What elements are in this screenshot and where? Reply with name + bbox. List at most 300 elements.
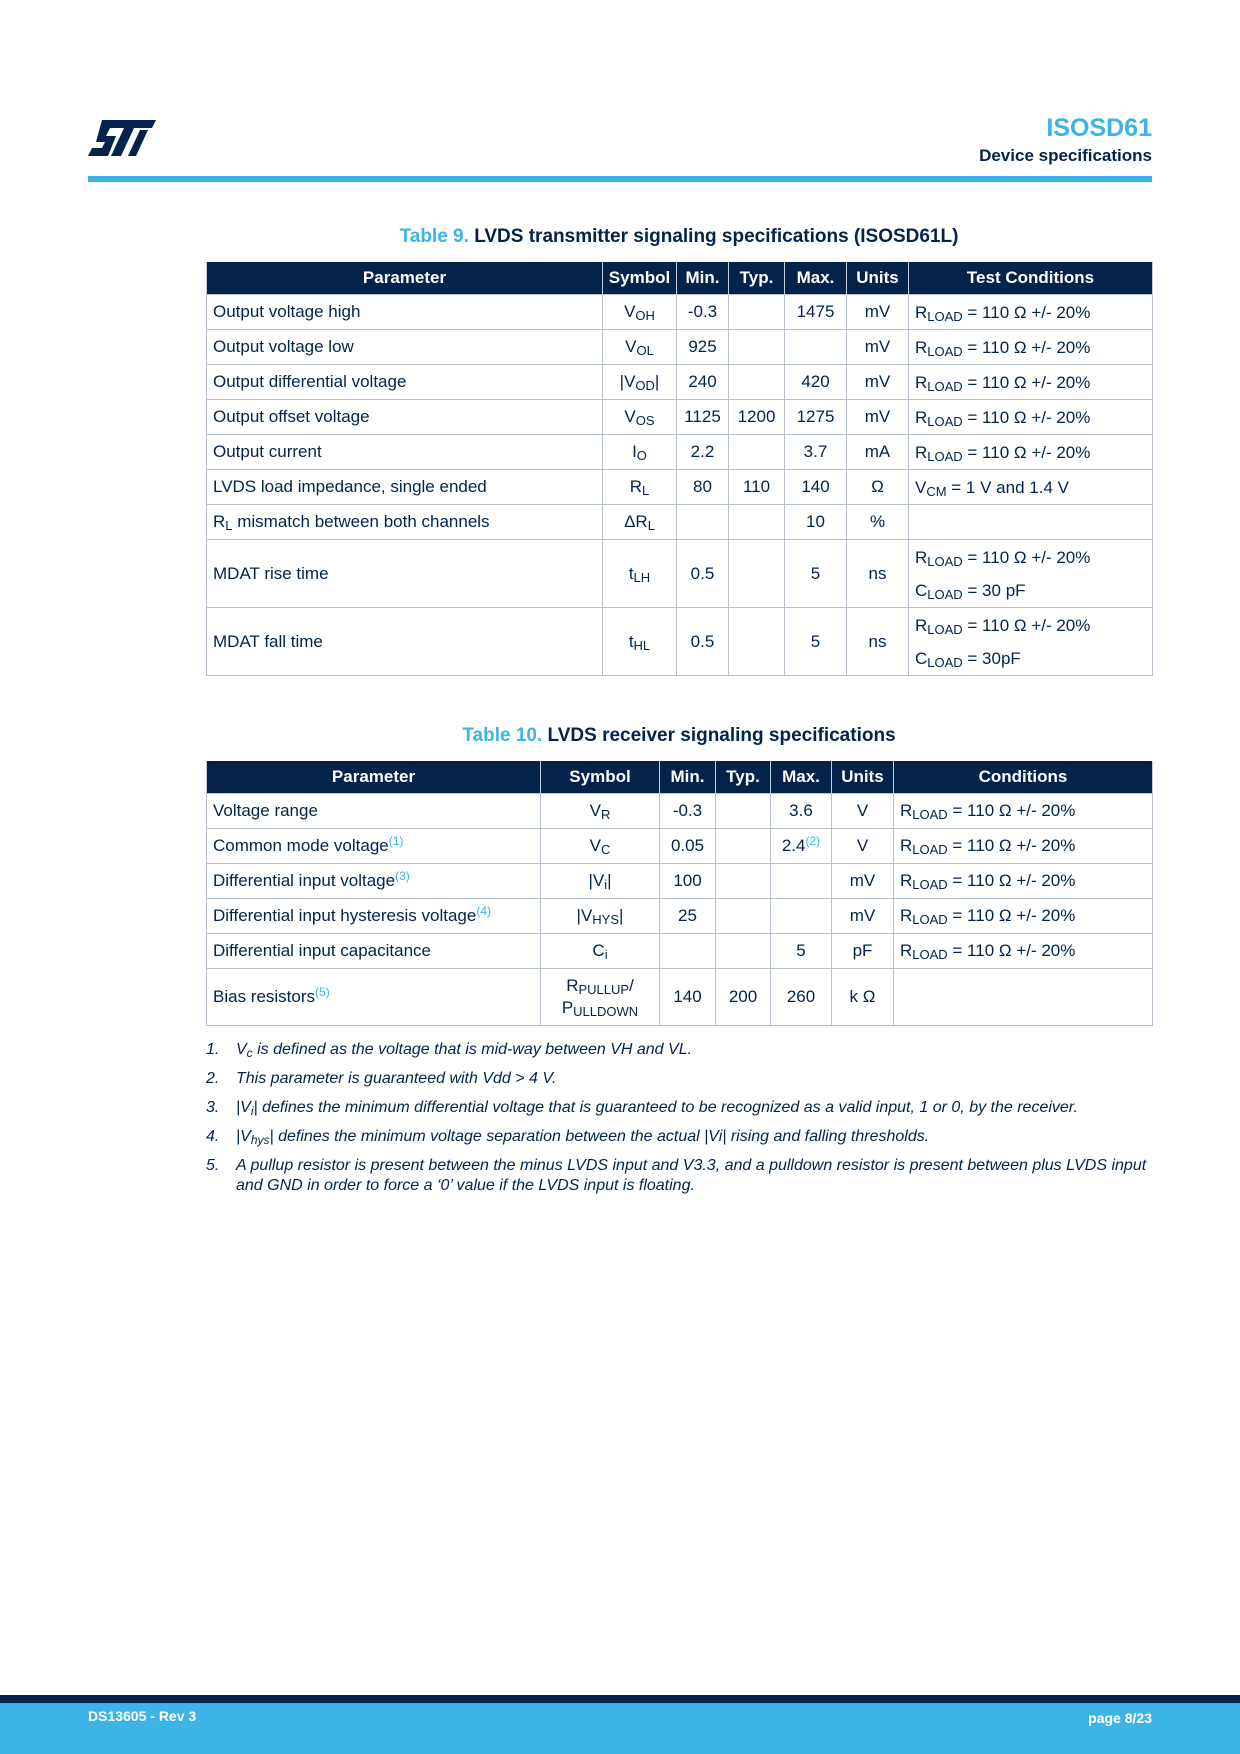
condition-text: = 110 Ω +/- 20% <box>947 836 1076 855</box>
symbol-cell <box>603 295 677 330</box>
symbol-cell <box>603 330 677 365</box>
min-cell: 80 <box>677 470 729 505</box>
condition-base: R <box>900 941 913 960</box>
max-value: 140 <box>801 477 830 496</box>
parameter-name: Output voltage low <box>213 337 354 356</box>
condition-text: = 110 Ω +/- 20% <box>947 801 1076 820</box>
symbol-cell <box>541 829 660 864</box>
units-cell: mV <box>847 400 909 435</box>
symbol <box>577 906 624 925</box>
conditions-cell <box>894 794 1153 829</box>
condition-text: = 110 Ω +/- 20% <box>962 372 1091 392</box>
symbol-subscript: i <box>604 947 608 962</box>
typ-cell <box>729 505 785 540</box>
condition-text: = 110 Ω +/- 20% <box>947 906 1076 925</box>
header-rule <box>88 176 1152 182</box>
st-logo-icon <box>88 118 158 158</box>
table-row <box>207 969 1153 1026</box>
symbol-base: P <box>561 998 574 1017</box>
condition-base: C <box>915 648 928 668</box>
footnote <box>206 1040 1152 1060</box>
symbol-suffix: | <box>654 372 660 391</box>
symbol-base: t <box>628 563 634 583</box>
max-cell <box>771 829 832 864</box>
max-value: 5 <box>810 563 821 583</box>
condition-base: R <box>915 302 928 322</box>
parameter-name: Voltage range <box>213 801 318 820</box>
table-header-row <box>207 262 1153 295</box>
table-row <box>207 330 1153 365</box>
column-header: Min. <box>677 262 729 295</box>
typ-cell: 200 <box>716 969 771 1026</box>
parameter-cell <box>207 505 603 540</box>
parameter-cell <box>207 829 541 864</box>
footnote-text: | defines the minimum differential voltage that is guaranteed to be recognized as a valid input, 1 or 0, by the receiver. <box>253 1099 1078 1116</box>
column-header: Typ. <box>716 761 771 794</box>
column-header: Parameter <box>207 262 603 295</box>
symbol-subscript: OS <box>635 413 655 428</box>
footnote-number: 4. <box>206 1128 220 1145</box>
typ-cell <box>716 794 771 829</box>
condition-base: R <box>915 615 928 635</box>
units-cell: mV <box>832 899 894 934</box>
symbol-cell <box>603 435 677 470</box>
symbol-base: V <box>589 836 601 855</box>
symbol-subscript: L <box>642 483 650 498</box>
symbol-subscript: HYS <box>592 912 620 927</box>
condition-text: = 110 Ω +/- 20% <box>962 615 1091 635</box>
symbol-cell <box>603 540 677 608</box>
parameter-cell <box>207 365 603 400</box>
typ-cell: 110 <box>729 470 785 505</box>
condition-base: V <box>915 477 927 497</box>
condition-subscript: LOAD <box>927 308 963 324</box>
condition-base: R <box>900 906 913 925</box>
symbol-cell <box>541 899 660 934</box>
condition-line <box>900 871 1146 891</box>
typ-cell <box>729 295 785 330</box>
min-cell <box>677 505 729 540</box>
units-cell: ns <box>847 608 909 676</box>
parameter-cell <box>207 295 603 330</box>
min-cell <box>660 934 716 969</box>
footnote <box>206 1127 1152 1147</box>
conditions-cell <box>894 969 1153 1026</box>
condition-subscript: LOAD <box>927 343 963 359</box>
max-value: 10 <box>806 512 825 531</box>
footnote-ref: (2) <box>805 834 821 848</box>
symbol-base: V <box>624 302 636 321</box>
condition-line <box>915 366 1146 399</box>
symbol-subscript: OL <box>636 343 654 358</box>
condition-text: = 110 Ω +/- 20% <box>962 302 1091 322</box>
table9-caption-text: LVDS transmitter signaling specifications (ISOSD61L) <box>474 226 959 247</box>
table-row <box>207 794 1153 829</box>
condition-text: = 1 V and 1.4 V <box>946 477 1069 497</box>
table10-caption <box>206 725 1152 747</box>
parameter-name: Common mode voltage <box>213 836 389 855</box>
max-cell <box>785 400 847 435</box>
parameter-cell <box>207 400 603 435</box>
max-cell <box>785 295 847 330</box>
column-header: Max. <box>785 262 847 295</box>
footer-rule <box>0 1695 1240 1703</box>
units-cell: mV <box>832 864 894 899</box>
parameter-prefix: R <box>213 512 226 531</box>
column-header: Test Conditions <box>909 262 1153 295</box>
condition-line <box>915 471 1146 504</box>
min-cell: 100 <box>660 864 716 899</box>
symbol-base: V <box>625 337 637 356</box>
footnote-symbol: |V <box>236 1128 251 1145</box>
symbol-base: V <box>589 801 601 820</box>
condition-base: R <box>915 337 928 357</box>
min-cell: 1125 <box>677 400 729 435</box>
conditions-cell <box>909 540 1153 608</box>
units-cell: V <box>832 794 894 829</box>
typ-cell <box>729 330 785 365</box>
symbol <box>590 801 611 820</box>
symbol-base: |V <box>588 871 605 890</box>
table-notes <box>206 1040 1152 1205</box>
footnote-text: is defined as the voltage that is mid-way between VH and VL. <box>252 1041 693 1058</box>
min-cell: 0.5 <box>677 608 729 676</box>
max-cell <box>785 540 847 608</box>
condition-subscript: LOAD <box>927 378 963 394</box>
max-cell <box>785 470 847 505</box>
symbol-cell <box>603 365 677 400</box>
min-cell: -0.3 <box>660 794 716 829</box>
footnote-ref: (5) <box>315 985 330 999</box>
symbol-base: |V <box>576 906 593 925</box>
max-cell <box>771 969 832 1026</box>
symbol-base: V <box>624 407 636 426</box>
parameter-cell <box>207 864 541 899</box>
parameter-name: Bias resistors <box>213 987 316 1006</box>
parameter-name: Output differential voltage <box>213 372 407 391</box>
conditions-cell <box>909 505 1153 540</box>
conditions-cell <box>909 608 1153 676</box>
condition-subscript: LOAD <box>912 912 948 927</box>
symbol-suffix: | <box>607 871 612 890</box>
symbol-cell <box>603 470 677 505</box>
parameter-cell <box>207 899 541 934</box>
max-value: 260 <box>786 987 816 1006</box>
condition-subscript: LOAD <box>927 448 963 464</box>
typ-cell <box>729 365 785 400</box>
min-cell: 2.2 <box>677 435 729 470</box>
parameter-name: MDAT rise time <box>213 563 329 583</box>
min-cell: 0.5 <box>677 540 729 608</box>
symbol <box>632 442 647 461</box>
symbol <box>625 337 654 356</box>
condition-subscript: LOAD <box>912 947 948 962</box>
min-cell: 240 <box>677 365 729 400</box>
conditions-cell <box>909 295 1153 330</box>
parameter-name: Output offset voltage <box>213 407 370 426</box>
condition-base: R <box>915 407 928 427</box>
condition-base: R <box>915 547 928 567</box>
max-value: 420 <box>801 372 830 391</box>
parameter-cell <box>207 470 603 505</box>
parameter-cell <box>207 330 603 365</box>
parameter-cell <box>207 435 603 470</box>
typ-cell <box>716 864 771 899</box>
parameter-cell <box>207 794 541 829</box>
typ-cell <box>716 899 771 934</box>
section-title: Device specifications <box>979 146 1152 165</box>
max-value: 1275 <box>796 407 835 426</box>
footnote-text: This parameter is guaranteed with Vdd > 4 V. <box>236 1070 557 1087</box>
condition-subscript: CM <box>926 483 947 499</box>
conditions-cell <box>894 829 1153 864</box>
symbol-subscript: PULLUP <box>578 982 630 997</box>
table-row <box>207 934 1153 969</box>
conditions-cell <box>909 400 1153 435</box>
condition-line <box>915 574 1146 607</box>
condition-base: R <box>915 442 928 462</box>
max-cell <box>771 864 832 899</box>
max-cell <box>785 608 847 676</box>
condition-text: = 110 Ω +/- 20% <box>947 871 1076 890</box>
footnote <box>206 1069 1152 1089</box>
parameter-name: Output current <box>213 442 322 461</box>
symbol-subscript: i <box>604 877 608 892</box>
symbol-subscript: C <box>600 842 611 857</box>
condition-line <box>915 331 1146 364</box>
condition-line <box>915 436 1146 469</box>
units-cell: ns <box>847 540 909 608</box>
typ-cell <box>716 934 771 969</box>
symbol <box>624 302 655 321</box>
condition-subscript: LOAD <box>912 807 948 822</box>
table-header-row <box>207 761 1153 794</box>
footnote-number: 3. <box>206 1099 220 1116</box>
condition-line <box>900 836 1146 856</box>
symbol-subscript: ULLDOWN <box>573 1004 639 1019</box>
symbol-subscript: OD <box>635 378 655 393</box>
conditions-cell <box>909 435 1153 470</box>
typ-cell <box>716 829 771 864</box>
document-revision: DS13605 - Rev 3 <box>88 1708 197 1724</box>
symbol-base: R <box>629 477 643 496</box>
table-row <box>207 470 1153 505</box>
lvds-transmitter-table <box>206 262 1153 676</box>
symbol-base: ΔR <box>624 512 648 531</box>
symbol-cell <box>541 969 660 1026</box>
column-header: Min. <box>660 761 716 794</box>
symbol-base: I <box>632 442 637 461</box>
parameter-subscript: L <box>225 518 233 533</box>
table-row <box>207 400 1153 435</box>
conditions-cell <box>894 934 1153 969</box>
condition-line <box>915 609 1146 642</box>
symbol <box>592 941 607 960</box>
max-value: 3.7 <box>803 442 828 461</box>
footnote-symbol: V <box>236 1041 247 1058</box>
parameter-cell <box>207 969 541 1026</box>
symbol <box>629 564 650 583</box>
symbol <box>624 407 654 426</box>
condition-subscript: LOAD <box>927 654 963 670</box>
typ-cell <box>729 608 785 676</box>
parameter-cell <box>207 540 603 608</box>
column-header: Typ. <box>729 262 785 295</box>
condition-line <box>915 642 1146 675</box>
table-row <box>207 899 1153 934</box>
document-title: ISOSD61 <box>1046 114 1152 142</box>
condition-base: R <box>900 801 913 820</box>
condition-subscript: LOAD <box>927 413 963 429</box>
symbol-subscript: L <box>647 518 655 533</box>
symbol-subscript: OH <box>635 308 655 323</box>
symbol-subscript: HL <box>633 637 651 653</box>
condition-subscript: LOAD <box>912 877 948 892</box>
footnote-ref: (1) <box>388 834 404 848</box>
min-cell: 0.05 <box>660 829 716 864</box>
symbol <box>629 632 650 651</box>
condition-line <box>900 941 1146 961</box>
symbol <box>620 372 660 391</box>
table-row <box>207 365 1153 400</box>
column-header: Parameter <box>207 761 541 794</box>
typ-cell: 1200 <box>729 400 785 435</box>
condition-line <box>900 906 1146 926</box>
units-cell: V <box>832 829 894 864</box>
max-value: 3.6 <box>789 801 813 820</box>
table-row <box>207 505 1153 540</box>
units-cell: k Ω <box>832 969 894 1026</box>
typ-cell <box>729 435 785 470</box>
symbol-cell <box>541 794 660 829</box>
footnote-ref: (4) <box>476 904 491 918</box>
symbol-cell <box>541 934 660 969</box>
symbol <box>624 512 655 531</box>
condition-subscript: LOAD <box>927 586 963 602</box>
footnote-text: | defines the minimum voltage separation between the actual |Vi| rising and falling thresholds. <box>269 1128 930 1145</box>
symbol-subscript: R <box>600 807 611 822</box>
condition-text: = 110 Ω +/- 20% <box>962 547 1091 567</box>
conditions-cell <box>909 330 1153 365</box>
column-header: Conditions <box>894 761 1153 794</box>
symbol-suffix: | <box>619 906 624 925</box>
parameter-name: Differential input voltage <box>213 871 396 890</box>
condition-subscript: LOAD <box>927 553 963 569</box>
footnote-number: 5. <box>206 1157 220 1174</box>
units-cell: Ω <box>847 470 909 505</box>
table-row <box>207 829 1153 864</box>
condition-text: = 110 Ω +/- 20% <box>947 941 1076 960</box>
condition-base: R <box>900 836 913 855</box>
footnote-number: 2. <box>206 1070 220 1087</box>
typ-cell <box>729 540 785 608</box>
table10-caption-text: LVDS receiver signaling specifications <box>547 725 896 746</box>
condition-line <box>915 296 1146 329</box>
symbol <box>588 871 611 890</box>
symbol-subscript: LH <box>633 569 651 585</box>
column-header: Symbol <box>541 761 660 794</box>
units-cell: pF <box>832 934 894 969</box>
symbol-cell <box>603 400 677 435</box>
max-value: 5 <box>796 941 806 960</box>
page-number: page 8/23 <box>1088 1710 1152 1726</box>
table-row <box>207 540 1153 608</box>
lvds-receiver-table <box>206 761 1153 1026</box>
condition-text: = 30pF <box>962 648 1021 668</box>
footnote-symbol: |V <box>236 1099 251 1116</box>
min-cell: 925 <box>677 330 729 365</box>
condition-text: = 110 Ω +/- 20% <box>962 337 1091 357</box>
conditions-cell <box>894 899 1153 934</box>
parameter-cell <box>207 608 603 676</box>
condition-subscript: LOAD <box>912 842 948 857</box>
parameter-name: Output voltage high <box>213 302 361 321</box>
footnote-number: 1. <box>206 1041 220 1058</box>
max-cell <box>785 365 847 400</box>
footnote-subscript: i <box>250 1104 254 1118</box>
table-row <box>207 295 1153 330</box>
max-cell <box>771 794 832 829</box>
footnote-subscript: c <box>246 1046 253 1060</box>
symbol-base: t <box>628 631 634 651</box>
footnote-ref: (3) <box>395 869 410 883</box>
condition-line <box>900 801 1146 821</box>
min-cell: -0.3 <box>677 295 729 330</box>
column-header: Units <box>847 262 909 295</box>
condition-base: C <box>915 580 928 600</box>
max-cell <box>785 435 847 470</box>
max-cell <box>785 505 847 540</box>
max-cell <box>785 330 847 365</box>
symbol-cell <box>541 864 660 899</box>
symbol <box>547 975 653 997</box>
condition-base: R <box>900 871 913 890</box>
max-cell <box>771 934 832 969</box>
units-cell: mV <box>847 330 909 365</box>
table10-caption-number: Table 10. <box>462 725 543 746</box>
condition-subscript: LOAD <box>927 621 963 637</box>
conditions-cell <box>909 470 1153 505</box>
parameter-name: mismatch between both channels <box>232 512 490 531</box>
parameter-name: MDAT fall time <box>213 631 323 651</box>
units-cell: mV <box>847 365 909 400</box>
condition-line <box>915 541 1146 574</box>
table-row <box>207 864 1153 899</box>
footnote-subscript: hys <box>250 1133 270 1147</box>
parameter-cell <box>207 934 541 969</box>
max-cell <box>771 899 832 934</box>
symbol-cell <box>603 608 677 676</box>
condition-text: = 110 Ω +/- 20% <box>962 442 1091 462</box>
table9-caption <box>206 226 1152 248</box>
table-row <box>207 435 1153 470</box>
min-cell: 25 <box>660 899 716 934</box>
symbol-base: R <box>566 976 579 995</box>
units-cell: % <box>847 505 909 540</box>
max-value: 5 <box>810 631 821 651</box>
footnote-text: A pullup resistor is present between the minus LVDS input and V3.3, and a pulldown resistor is present between plus LVDS input and GND in order to force a ‘0’ value if the LVDS input is floating. <box>236 1157 1147 1194</box>
symbol-line2 <box>547 997 653 1019</box>
max-value: 2.4 <box>781 836 806 855</box>
symbol <box>590 836 611 855</box>
symbol-base: |V <box>619 372 636 391</box>
footnote <box>206 1098 1152 1118</box>
symbol-suffix: / <box>629 976 634 995</box>
footnote <box>206 1156 1152 1196</box>
symbol-subscript: O <box>636 448 647 463</box>
column-header: Symbol <box>603 262 677 295</box>
condition-text: = 30 pF <box>962 580 1026 600</box>
